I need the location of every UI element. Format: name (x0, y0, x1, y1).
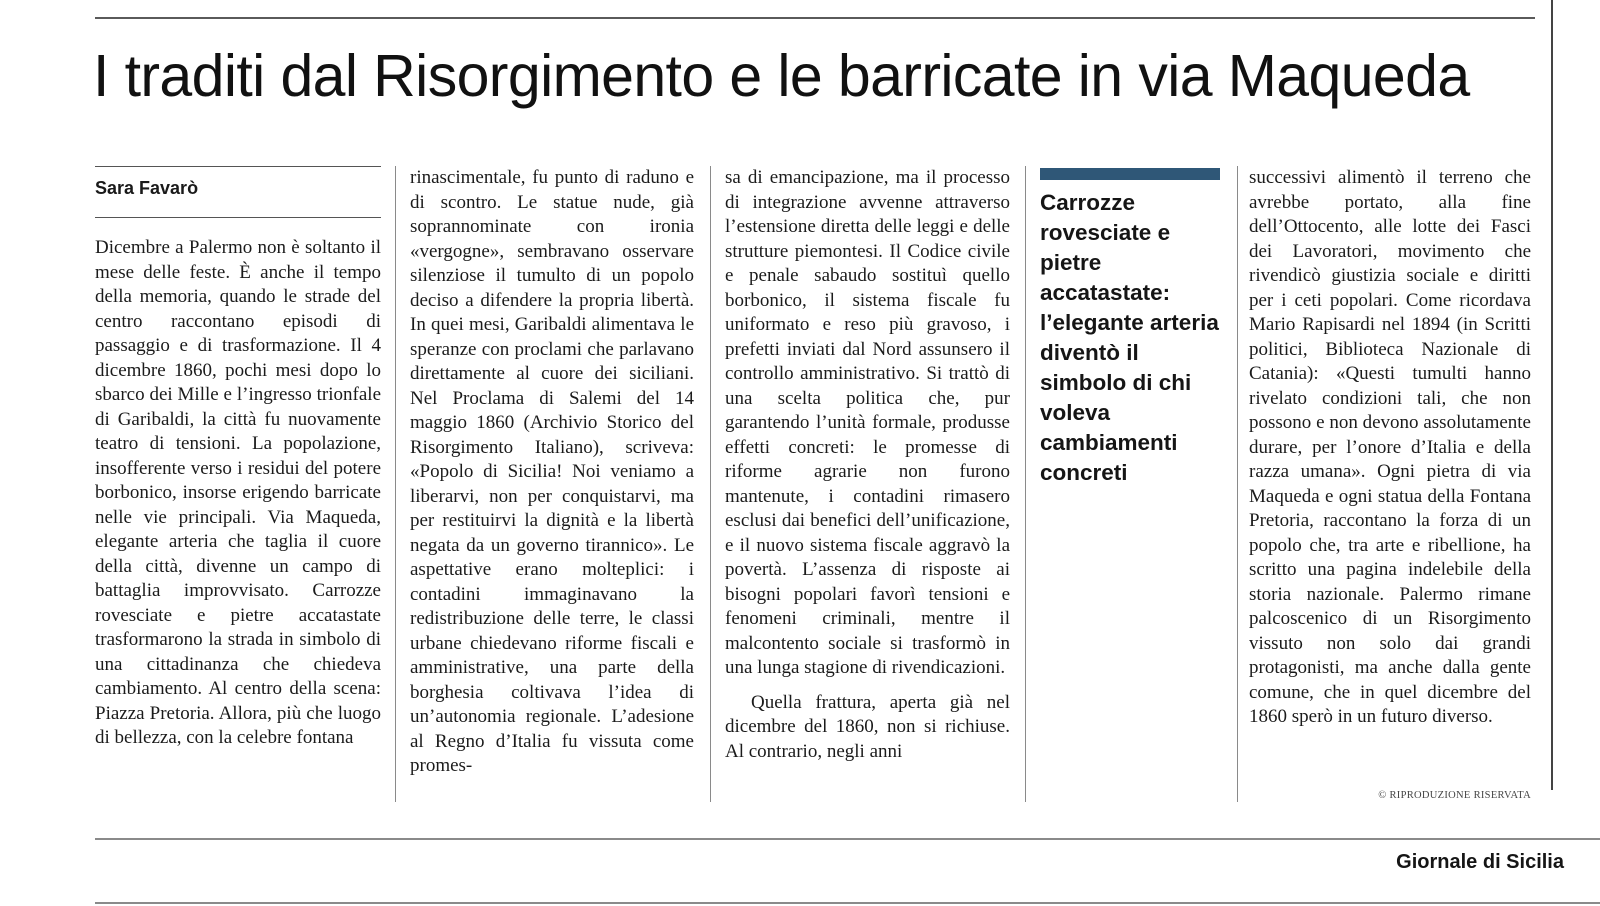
column-1-text: Dicembre a Palermo non è soltanto il mese delle feste. È anche il tempo della memoria, quando le strade del centro raccontano episodi di passaggio e di trasformazione. Il 4 dicembre 1860, pochi mesi dopo lo sbarco dei Mille e l’ingresso trionfale di Garibaldi, la città fu nuovamente teatro di tensioni. La popolazione, insofferente verso i residui del potere borbonico, insorse erigendo barricate nelle vie principali. Via Maqueda, elegante arteria che taglia il cuore della città, divenne un campo di battaglia improvvisato. Carrozze rovesciate e pietre accatastate trasformarono la strada in simbolo di una cittadinanza che chiedeva cambiamento. Al centro della scena: Piazza Pretoria. Allora, più che luogo di bellezza, con la celebre fontana (95, 237, 381, 748)
article-column-5 (1249, 166, 1531, 730)
article-column-1 (95, 236, 381, 751)
column-5-text: successivi alimentò il terreno che avrebbe portato, alla fine dell’Ottocento, alle lotte dei Fasci dei Lavoratori, movimento che rivendicò giustizia sociale e diritti per i ceti popolari. Come ricordava Mario Rapisardi nel 1894 (in Scritti politici, Biblioteca Nazionale di Catania): «Questi tumulti hanno rivelato condizioni tali, che non possono e non devono assolutamente durare, per l’onore d’Italia e della razza umana». Ogni pietra di via Maqueda e ogni statua della Fontana Pretoria, raccontano la forza di un popolo che, tra arte e ribellione, ha scritto una pagina indelebile della storia nazionale. Palermo rimane palcoscenico di un Risorgimento vissuto non solo dai grandi protagonisti, ma anche dalla gente comune, che in quel dicembre del 1860 sperò in un futuro diverso. (1249, 167, 1531, 727)
column-separator (710, 166, 711, 802)
pullquote: Carrozze rovesciate e pietre accatastate: l’elegante arteria diventò il simbolo di chi voleva cambiamenti concreti (1040, 190, 1219, 485)
column-separator (1237, 166, 1238, 802)
column-2-text: rinascimentale, fu punto di raduno e di scontro. Le statue nude, già soprannominate con ironia «vergogne», sembravano osservare silenziose il tumulto di un popolo deciso a difendere la propria libertà. In quei mesi, Garibaldi alimentava le speranze con proclami che parlavano direttamente al cuore dei siciliani. Nel Proclama di Salemi del 14 maggio 1860 (Archivio Storico del Risorgimento Italiano), scriveva: «Popolo di Sicilia! Noi veniamo a liberarvi, non per conquistarvi, ma per restituirvi la dignità e la libertà negata da un governo tirannico». Le aspettative erano molteplici: i contadini immaginavano la redistribuzione delle terre, le classi urbane chiedevano riforme fiscali e amministrative, una parte della borghesia coltivava l’idea di un’autonomia regionale. L’adesione al Regno d’Italia fu vissuta come promes- (410, 167, 694, 776)
column-3-paragraph-1: sa di emancipazione, ma il processo di integrazione avvenne attraverso l’estensione diretta delle leggi e delle strutture piemontesi. Il Codice civile e penale sabaudo sostituì quello borbonico, il sistema fiscale fu uniformato e reso più gravoso, i prefetti inviati dal Nord assunsero il controllo amministrativo. Si trattò di una scelta politica che, pur garantendo l’unità formale, produsse effetti concreti: le promesse di riforme agrarie non furono mantenute, i contadini rimasero esclusi dai benefici dell’unificazione, e il nuovo sistema fiscale aggravò la povertà. L’assenza di risposte ai bisogni popolari favorì tensioni e fenomeni criminali, mentre il malcontento sociale si trasformò in una lunga stagione di rivendicazioni. (725, 167, 1010, 678)
footer-top-rule (95, 838, 1600, 840)
column-separator (1025, 166, 1026, 802)
column-3-paragraph-2: Quella frattura, aperta già nel dicembre del 1860, non si richiuse. Al contrario, negli anni (725, 691, 1010, 762)
copyright-notice: © RIPRODUZIONE RISERVATA (1378, 790, 1531, 801)
column-separator (395, 166, 396, 802)
article-column-2 (410, 166, 694, 779)
pullquote-bar (1040, 168, 1220, 180)
headline: I traditi dal Risorgimento e le barricate in via Maqueda (93, 43, 1470, 109)
article-column-3 (725, 166, 1010, 764)
byline: Sara Favarò (95, 178, 199, 198)
footer-bottom-rule (95, 902, 1600, 904)
byline-bottom-rule (95, 217, 381, 218)
masthead-logo: Giornale di Sicilia (1396, 851, 1564, 873)
top-rule (95, 17, 1535, 19)
byline-top-rule (95, 166, 381, 167)
right-edge-line (1551, 0, 1553, 790)
